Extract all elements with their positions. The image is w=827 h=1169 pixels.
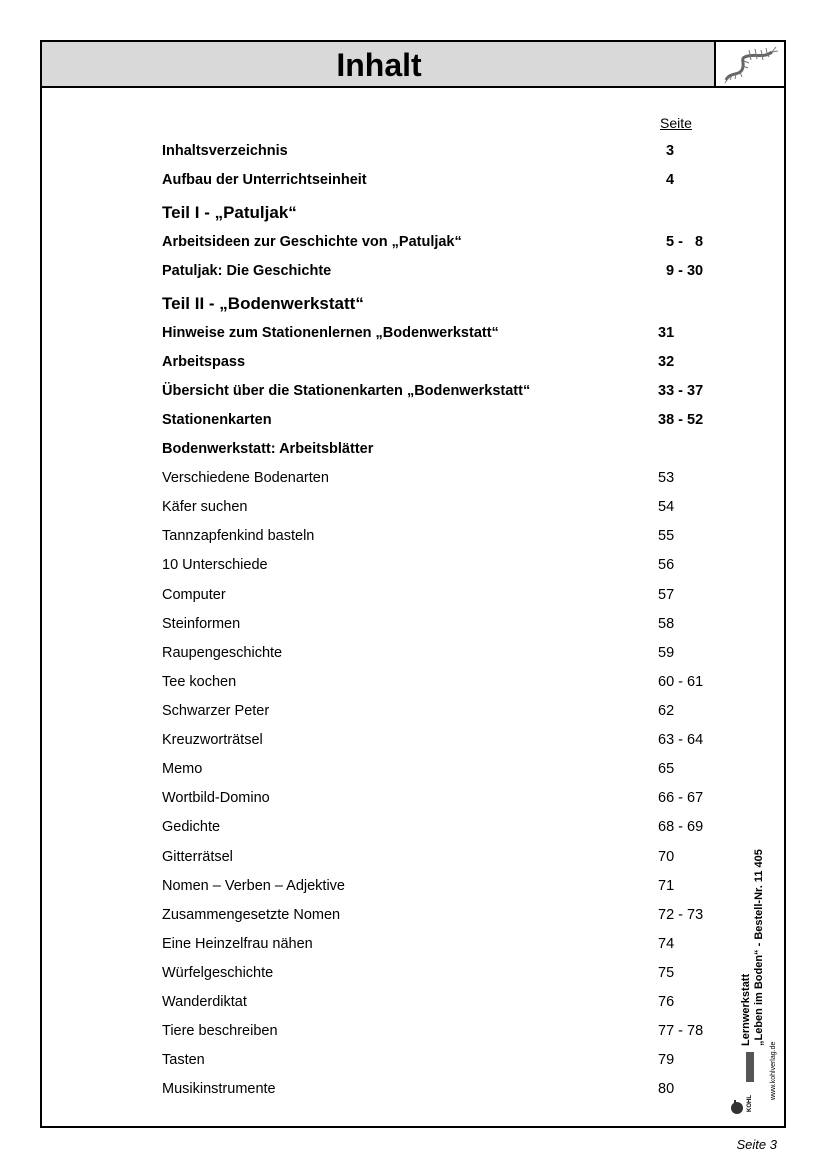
toc-entry-page: 58	[658, 616, 675, 632]
toc-entry-page: 53	[658, 470, 675, 486]
centipede-logo	[716, 42, 784, 88]
toc-entry-label: Schwarzer Peter	[162, 703, 270, 719]
header-bar	[42, 42, 716, 88]
toc-entry-label: Patuljak: Die Geschichte	[162, 263, 332, 279]
toc-entry-page: 72 - 73	[658, 907, 704, 923]
toc-entry-label: Aufbau der Unterrichtseinheit	[162, 172, 367, 188]
toc-entry-page: 57	[658, 587, 675, 603]
toc-entry-page: 79	[658, 1052, 675, 1068]
toc-entry-page: 77 - 78	[658, 1023, 704, 1039]
toc-entry-label: Tasten	[162, 1052, 205, 1068]
toc-entry-label: Gedichte	[162, 819, 221, 835]
toc-entry-label: Tannzapfenkind basteln	[162, 528, 315, 544]
page-column-label: Seite	[660, 115, 692, 131]
toc-entry-page: 56	[658, 557, 675, 573]
toc-entry-label: Arbeitspass	[162, 354, 246, 370]
toc-entry-label: Teil I - „Patuljak“	[162, 203, 297, 222]
toc-entry-label: Wortbild-Domino	[162, 790, 270, 806]
toc-entry-label: Gitterrätsel	[162, 849, 233, 865]
toc-entry-label: Tiere beschreiben	[162, 1023, 278, 1039]
toc-entry-label: Verschiedene Bodenarten	[162, 470, 329, 486]
toc-entry-page: 71	[658, 878, 675, 894]
toc-entry-label: 10 Unterschiede	[162, 557, 268, 573]
toc-entry-label: Inhaltsverzeichnis	[162, 143, 288, 159]
toc-entry-page: 60 - 61	[658, 674, 704, 690]
publisher-url: www.kohlverlag.de	[770, 1041, 777, 1100]
toc-entry-label: Hinweise zum Stationenlernen „Bodenwerkstatt“	[162, 325, 499, 341]
toc-entry-label: Wanderdiktat	[162, 994, 247, 1010]
toc-entry-label: Tee kochen	[162, 674, 237, 690]
toc-entry-page: 55	[658, 528, 675, 544]
toc-entry-page: 4	[666, 172, 675, 188]
toc-entry-page: 80	[658, 1081, 675, 1097]
sidebar-series-title: Lernwerkstatt „Leben im Boden“ - Bestell-Nr. 11 405	[740, 849, 765, 1046]
toc-entry-page: 54	[658, 499, 675, 515]
toc-entry-label: Kreuzworträtsel	[162, 732, 263, 748]
toc-entry-label: Käfer suchen	[162, 499, 248, 515]
toc-entry-page: 62	[658, 703, 675, 719]
toc-entry-label: Zusammengesetzte Nomen	[162, 907, 341, 923]
toc-entry-label: Übersicht über die Stationenkarten „Bodenwerkstatt“	[162, 383, 531, 399]
centipede-icon	[716, 42, 784, 88]
toc-entry-page: 32	[658, 354, 675, 370]
toc-entry-label: Memo	[162, 761, 203, 777]
toc-entry-page: 74	[658, 936, 675, 952]
toc-entry-label: Computer	[162, 587, 226, 603]
toc-entry-page: 33 - 37	[658, 383, 704, 399]
page-title: Inhalt	[336, 47, 422, 83]
toc-entry-label: Bodenwerkstatt: Arbeitsblätter	[162, 441, 374, 457]
toc-entry-label: Musikinstrumente	[162, 1081, 276, 1097]
toc-entry-label: Würfelgeschichte	[162, 965, 274, 981]
toc-entry-page: 59	[658, 645, 675, 661]
toc-entry-page: 66 - 67	[658, 790, 704, 806]
toc-entry-page: 9 - 30	[666, 263, 704, 279]
toc-entry-label: Arbeitsideen zur Geschichte von „Patuljak“	[162, 234, 462, 250]
toc-entry-label: Nomen – Verben – Adjektive	[162, 878, 345, 894]
publisher-logo	[728, 1050, 756, 1120]
toc-entry-label: Raupengeschichte	[162, 645, 283, 661]
page-number: Seite 3	[736, 1137, 777, 1152]
toc-entry-page: 76	[658, 994, 675, 1010]
toc-entry-label: Stationenkarten	[162, 412, 272, 428]
toc-entry-label: Steinformen	[162, 616, 241, 632]
toc-entry-label: Eine Heinzelfrau nähen	[162, 936, 313, 952]
toc-entry-page: 68 - 69	[658, 819, 704, 835]
toc-entry-page: 63 - 64	[658, 732, 704, 748]
toc-entry-page: 5 - 8	[666, 234, 704, 250]
toc-entry-page: 75	[658, 965, 675, 981]
toc-entry-page: 65	[658, 761, 675, 777]
toc-entry-page: 3	[666, 143, 675, 159]
toc-entry-page: 70	[658, 849, 675, 865]
toc-entry-page: 38 - 52	[658, 412, 704, 428]
toc-entry-label: Teil II - „Bodenwerkstatt“	[162, 294, 364, 313]
toc-entry-page: 31	[658, 325, 675, 341]
svg-text:KOHL: KOHL	[747, 1095, 753, 1112]
